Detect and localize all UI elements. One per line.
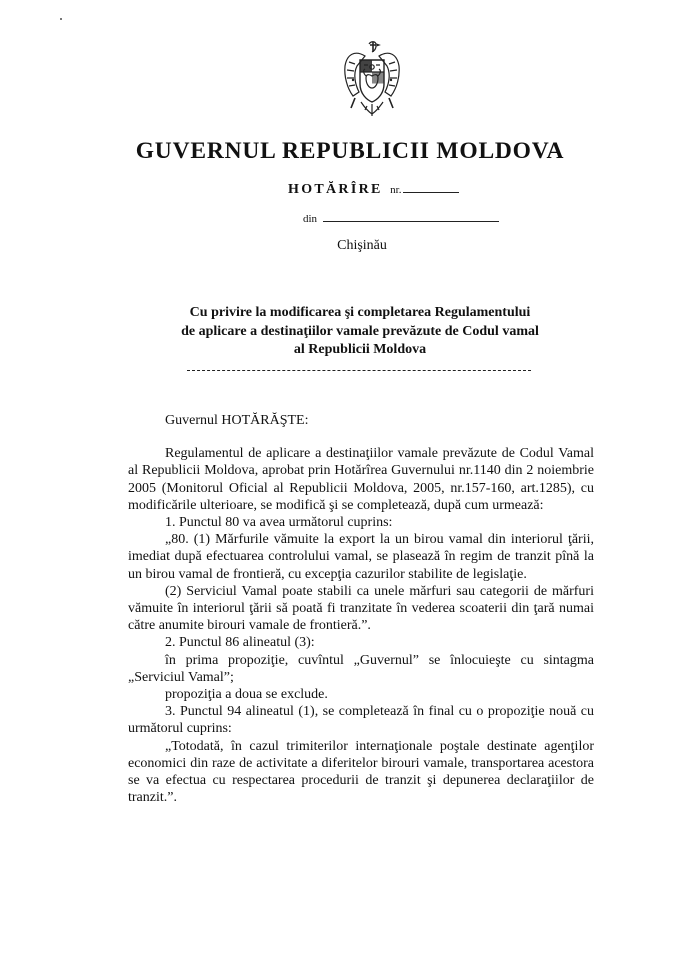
body-paragraph: (2) Serviciul Vamal poate stabili ca unele mărfuri sau categorii de mărfuri vămuite în interiorul ţării să poată fi tranzitate în vederea scoaterii din ţară numai către anumite birouri vamale de frontieră.”. [128,583,594,634]
enacting-clause: Guvernul HOTĂRĂŞTE: [165,413,309,428]
date-blank-line [323,210,499,222]
subject-line: Cu privire la modificarea şi completarea Regulamentului [189,305,531,320]
body-paragraph: 3. Punctul 94 alineatul (1), se completează în final cu o propoziţie nouă cu următorul cuprins: [128,704,594,737]
scan-speck [60,18,62,20]
government-title: GUVERNUL REPUBLICII MOLDOVA [135,138,565,164]
subject-line: de aplicare a destinaţiilor vamale prevăzute de Codul vamal [181,323,539,339]
date-line [303,210,499,227]
body-paragraph: în prima propoziţie, cuvîntul „Guvernul” se înlocuieşte cu sintagma „Serviciul Vamal”; [128,652,594,685]
decision-number-line [288,181,459,198]
body-paragraph: „80. (1) Mărfurile vămuite la export la un birou vamal din interiorul ţării, imediat după efectuarea controlului vamal, se plasează în regim de tranzit pînă la un birou vamal de frontieră, cu excepţia cazurilor stabilite de legislaţie. [128,532,594,582]
date-label: din [303,213,318,225]
body-paragraph: propoziţia a doua se exclude. [165,687,328,703]
subject-line: al Republicii Moldova [293,342,427,357]
decision-subject [160,304,560,360]
decision-body [128,412,594,806]
number-blank-line [403,181,459,193]
body-paragraph: „Totodată, în cazul trimiterilor internaţionale poştale destinate agenţilor economici din raze de activitate a diferitelor birouri vamale, transportarea acestora se va efectua cu respectarea procedurii de tranzit şi depunerea declaraţiilor de tranzit.”. [128,738,594,806]
body-paragraph: 1. Punctul 80 va avea următorul cuprins: [165,515,393,531]
body-paragraph: Regulamentul de aplicare a destinaţiilor vamale prevăzute de Codul Vamal al Republicii Moldova, aprobat prin Hotărîrea Guvernului nr.1140 din 2 noiembrie 2005 (Monitorul Oficial al Republicii Moldova, 2005, nr.157-160, art.1285), cu modificările ulterioare, se modifică şi se completează, după cum urmează: [128,446,594,513]
dashed-separator [187,370,531,371]
decision-label: HOTĂRÎRE [288,182,383,197]
city-name: Chişinău [337,238,387,253]
body-paragraph: 2. Punctul 86 alineatul (3): [165,635,315,651]
number-label: nr. [390,184,402,196]
coat-of-arms-emblem [341,40,403,118]
